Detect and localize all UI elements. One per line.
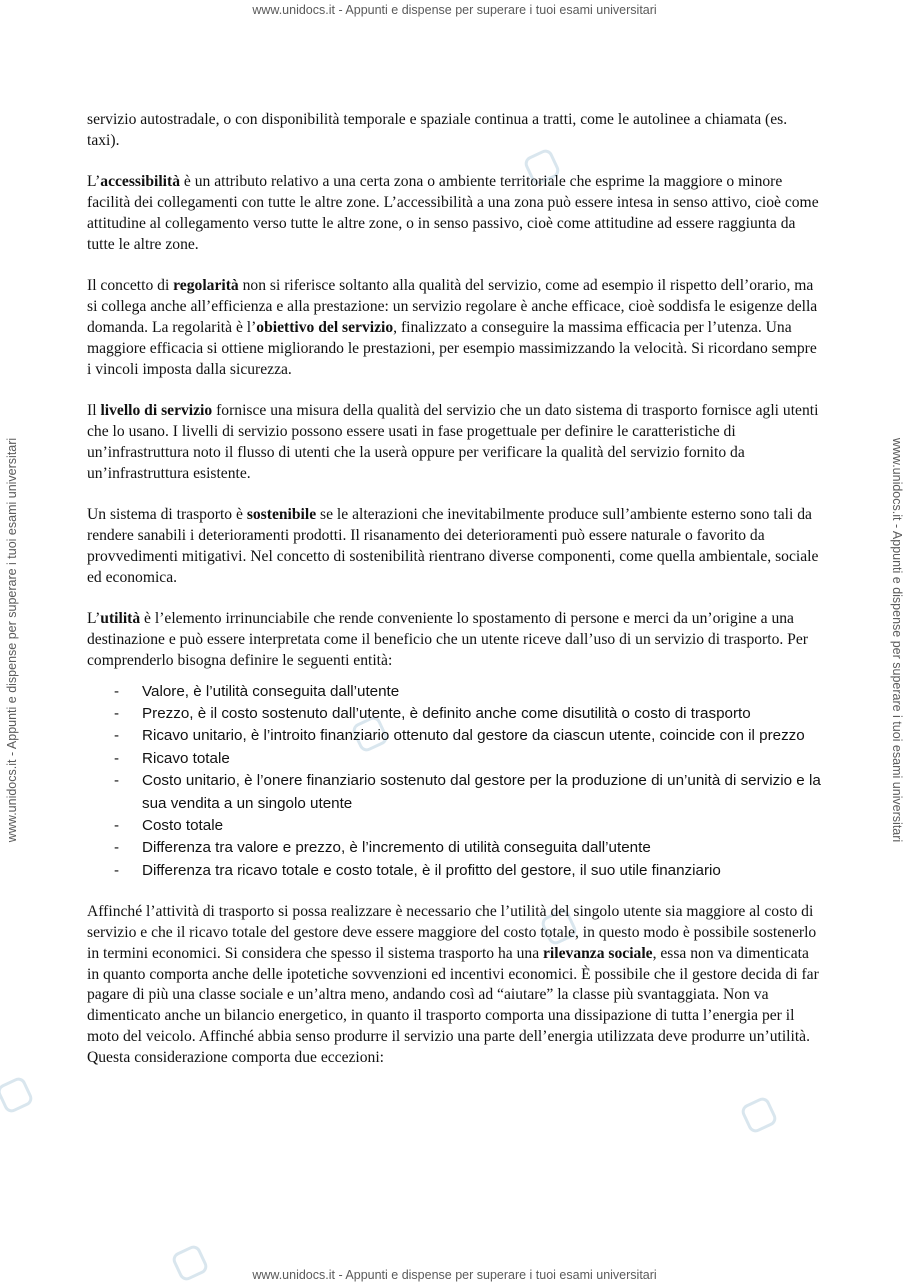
list-item: - Costo unitario, è l’onere finanziario sostenuto dal gestore per la produzione di un’unità di servizio e la sua vendita a un singolo utente — [114, 772, 821, 812]
entity-list — [87, 681, 822, 883]
term-sostenibile: sostenibile — [246, 506, 317, 524]
list-item: - Costo totale — [114, 816, 224, 834]
term-livello-di-servizio: livello di servizio — [100, 402, 213, 420]
term-regolarita: regolarità — [173, 277, 239, 295]
list-item: - Ricavo unitario, è l’introito finanziario ottenuto dal gestore da ciascun utente, coincide con il prezzo — [114, 727, 805, 745]
list-item: - Prezzo, è il costo sostenuto dall’utente, è definito anche come disutilità o costo di trasporto — [114, 704, 751, 722]
term-rilevanza-sociale: rilevanza sociale — [543, 944, 653, 962]
list-item: - Differenza tra ricavo totale e costo totale, è il profitto del gestore, il suo utile finanziario — [114, 861, 721, 879]
paragraph-regolarita: Il concetto di regolarità non si riferisce soltanto alla qualità del servizio, come ad esempio il rispetto dell’orario, ma si collega anche all’efficienza e alla prestazione: un servizio regolare è anche efficace, cioè soddisfa le esigenze della domanda. La regolarità è l’obiettivo del servizio, finalizzato a conseguire la massima efficacia per l’utenza. Una maggiore efficacia si ottiene migliorando le prestazioni, per esempio massimizzando la velocità. Si ricordano sempre i vincoli imposta dalla sicurezza. — [87, 277, 818, 378]
term-obiettivo-del-servizio: obiettivo del servizio — [256, 318, 394, 336]
paragraph-rilevanza-sociale: Affinché l’attività di trasporto si possa realizzare è necessario che l’utilità del singolo utente sia maggiore al costo di servizio e che il ricavo totale del gestore deve essere maggiore del costo totale, in questo modo è possibile sostenerlo in termini economici. Si considera che spesso il sistema trasporto ha una rilevanza sociale, essa non va dimenticata in quanto comporta anche delle ipotetiche sovvenzioni ed incentivi economici. È possibile che il gestore decida di far pagare di più una classe sociale e un’altra meno, andando così ad “aiutare” la classe più svantaggiata. Non va dimenticato anche un bilancio energetico, in quanto il trasporto comporta una dissipazione di tutta l’energia per il moto del veicolo. Affinché abbia senso produrre il servizio una parte dell’energia utilizzata deve produrre un’utilità. Questa considerazione comporta due eccezioni: — [87, 903, 819, 1066]
unidocs-logo-icon — [0, 1075, 35, 1115]
paragraph-accessibilita: L’accessibilità è un attributo relativo a una certa zona o ambiente territoriale che esprime la maggiore o minore facilità dei collegamenti con tutte le altre zone. L’accessibilità a una zona può essere intesa in senso attivo, cioè come attitudine al collegamento verso tutte le altre zone, o in senso passivo, cioè come attitudine ad essere raggiunta da tutte le altre zone. — [87, 173, 819, 253]
watermark-left: www.unidocs.it - Appunti e dispense per superare i tuoi esami universitari — [5, 437, 19, 843]
paragraph-intro-continuation: servizio autostradale, o con disponibilità temporale e spaziale continua a tratti, come le autolinee a chiamata (es. taxi). — [87, 111, 788, 149]
list-item: - Valore, è l’utilità conseguita dall’utente — [114, 682, 400, 700]
term-accessibilita: accessibilità — [100, 173, 180, 191]
document-body — [87, 110, 822, 1089]
paragraph-livello-di-servizio: Il livello di servizio fornisce una misura della qualità del servizio che un dato sistema di trasporto fornisce agli utenti che lo usano. I livelli di servizio possono essere usati in fase progettuale per definire le caratteristiche di un’infrastruttura noto il flusso di utenti che la userà oppure per verificare la qualità del servizio fornito da un’infrastruttura esistente. — [87, 402, 819, 482]
watermark-bottom: www.unidocs.it - Appunti e dispense per superare i tuoi esami universitari — [252, 1268, 657, 1282]
watermark-right: www.unidocs.it - Appunti e dispense per superare i tuoi esami universitari — [890, 437, 904, 843]
unidocs-logo-icon — [739, 1095, 779, 1135]
list-item: - Differenza tra valore e prezzo, è l’incremento di utilità conseguita dall’utente — [114, 839, 651, 857]
watermark-top: www.unidocs.it - Appunti e dispense per superare i tuoi esami universitari — [252, 3, 657, 17]
paragraph-utilita: L’utilità è l’elemento irrinunciabile che rende conveniente lo spostamento di persone e merci da un’origine a una destinazione e può essere interpretata come il beneficio che un utente riceve dall’uso di un servizio di trasporto. Per comprenderlo bisogna definire le seguenti entità: — [87, 610, 808, 669]
list-item: - Ricavo totale — [114, 749, 230, 767]
paragraph-sostenibile: Un sistema di trasporto è sostenibile se le alterazioni che inevitabilmente produce sull’ambiente esterno sono tali da rendere sanabili i deterioramenti prodotti. Il risanamento dei deterioramenti può essere naturale o favorito da provvedimenti mitigativi. Nel concetto di sostenibilità rientrano diverse componenti, come quella ambientale, sociale ed economica. — [87, 506, 819, 586]
term-utilita: utilità — [100, 610, 141, 628]
